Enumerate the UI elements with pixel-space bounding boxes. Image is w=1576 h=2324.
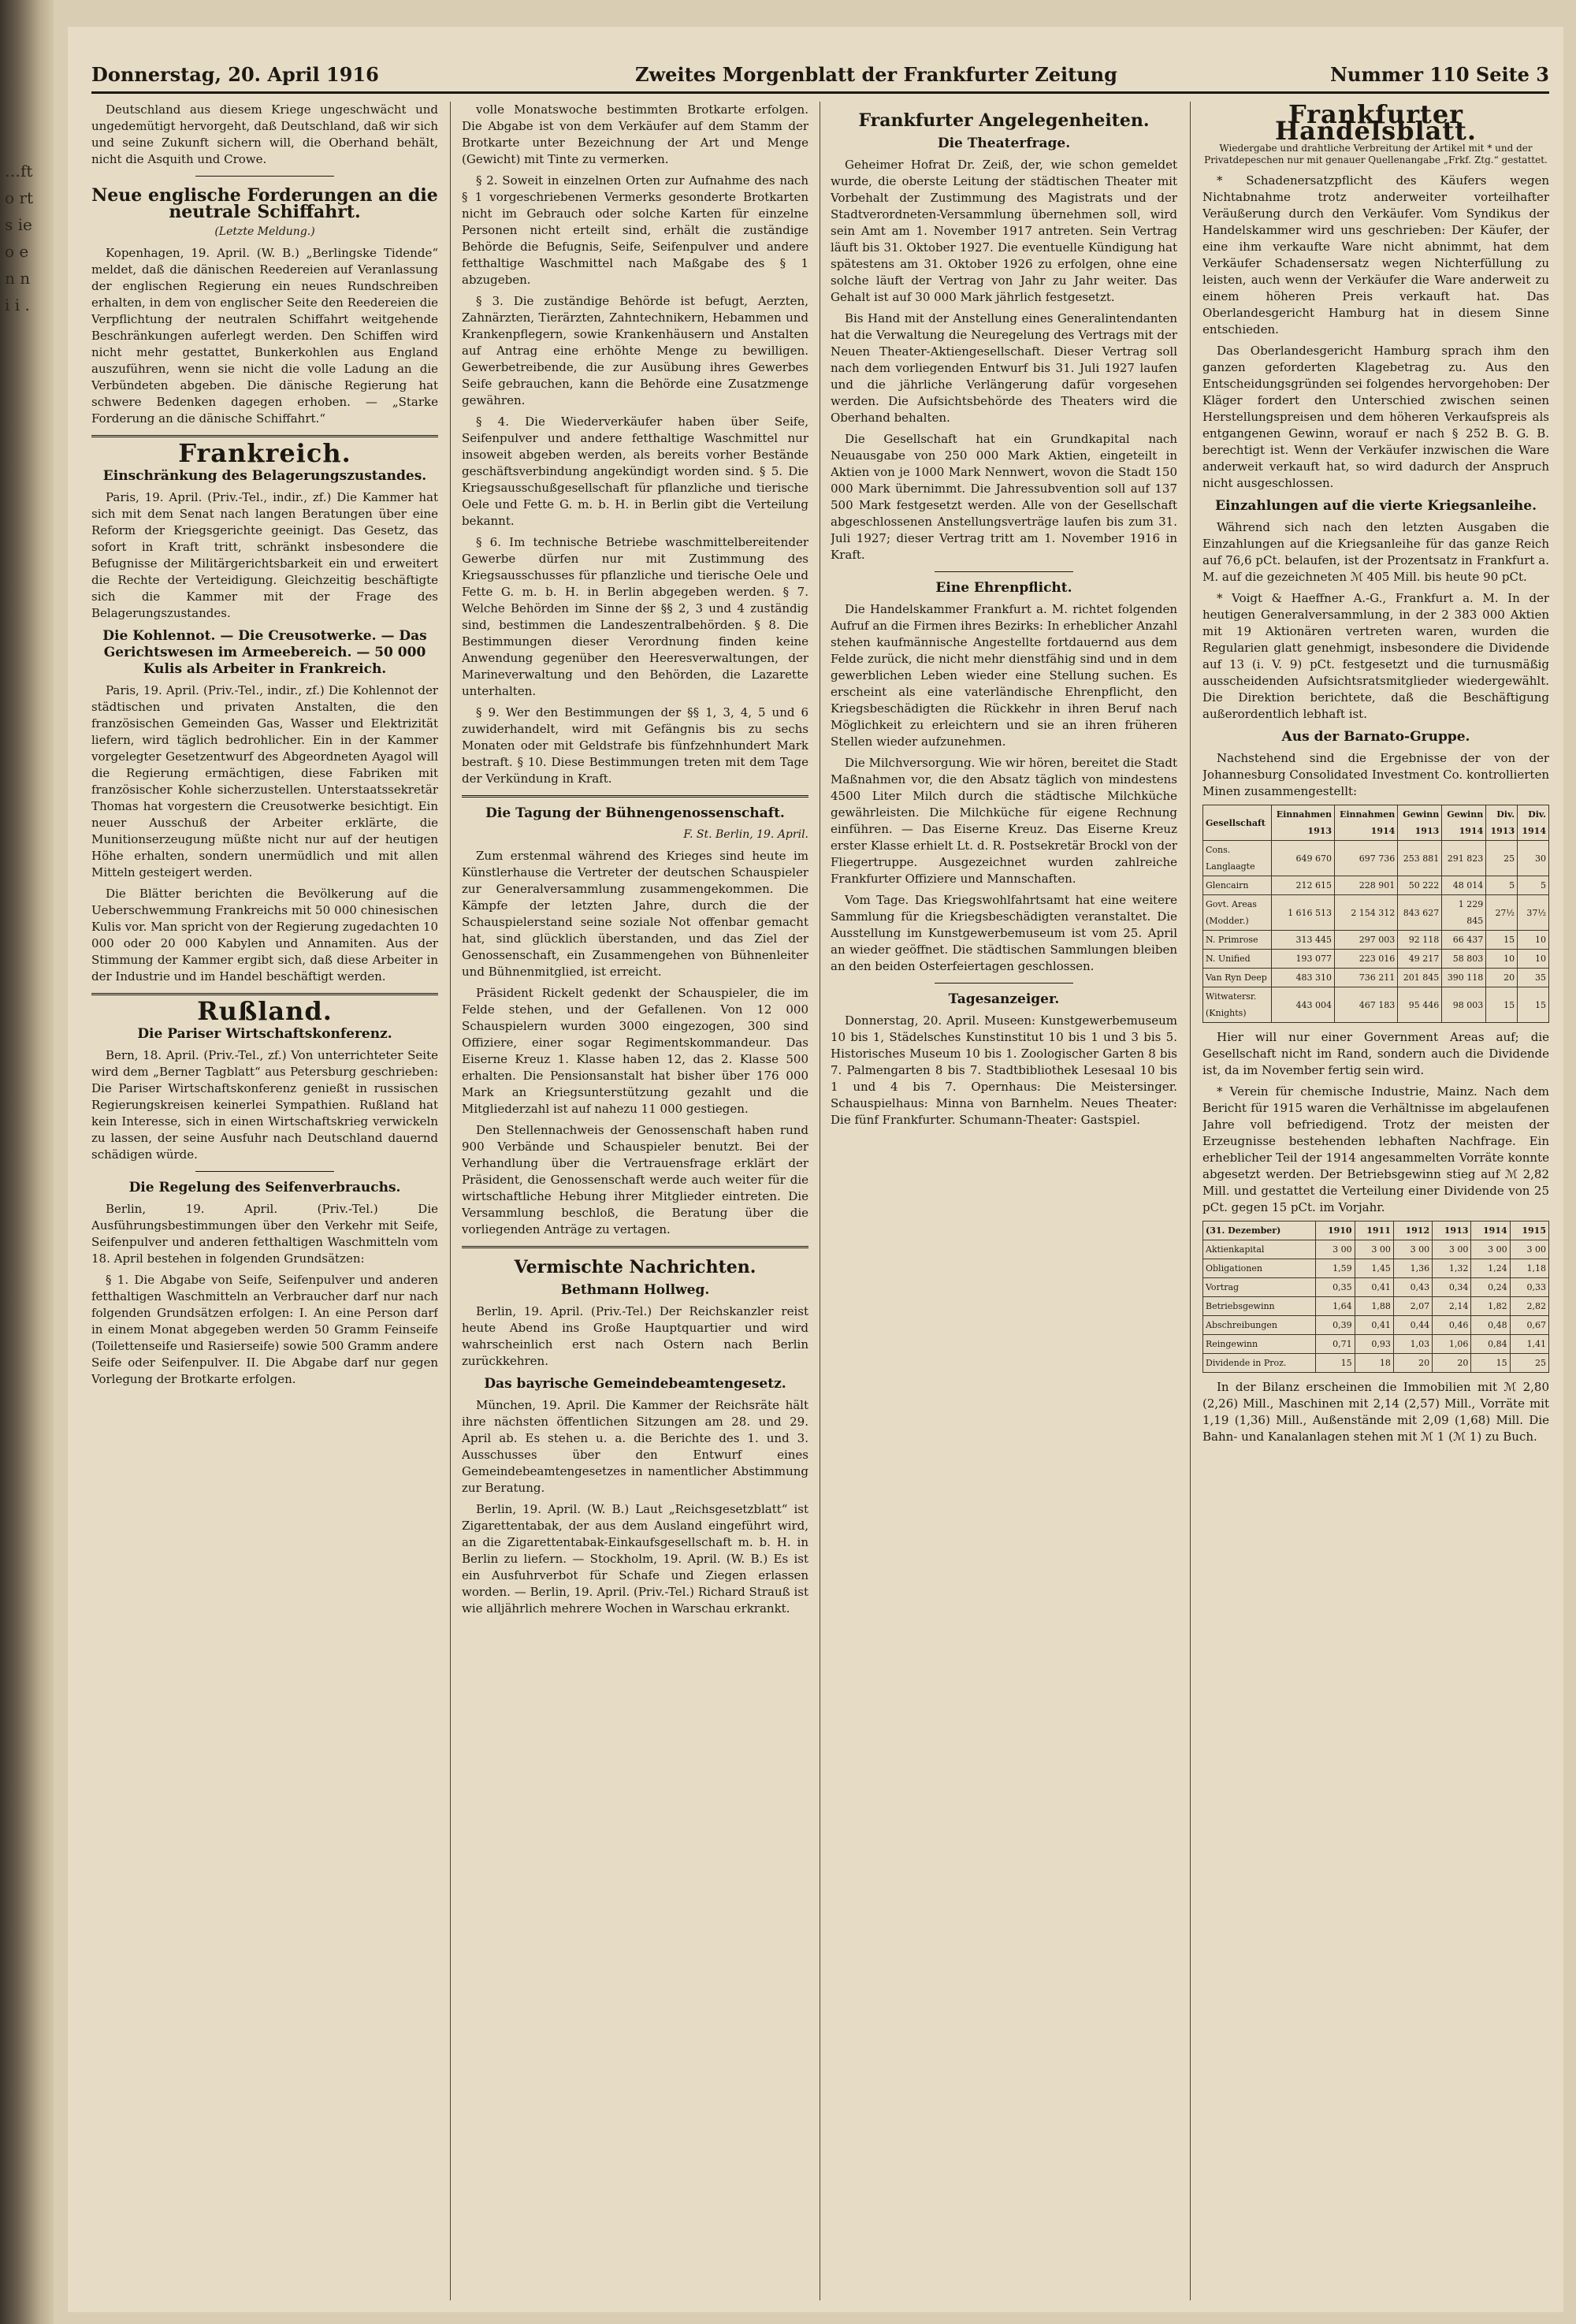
table-cell: 48 014: [1442, 876, 1486, 895]
table-cell: 193 077: [1271, 950, 1334, 969]
table-cell: 92 118: [1398, 931, 1442, 950]
article-text: Geheimer Hofrat Dr. Zeiß, der, wie schon gemeldet wurde, die oberste Leitung der städtischen Theater mit Vorbehalt der Zustimmung des Magistrats und der Stadtverordneten-Versammlung übernehmen soll, wird sein Amt am 1. November 1917 antreten. Sein Vertrag läuft bis 31. Oktober 1927. Die eventuelle Kündigung hat spätestens am 31. Oktober 1926 zu erfolgen, ohne eine solche läuft der Vertrag von Jahr zu Jahr weiter. Das Gehalt ist auf 30 000 Mark jährlich festgesetzt.: [831, 158, 1177, 304]
table-cell: N. Primrose: [1203, 931, 1272, 950]
table-cell: 2,14: [1433, 1297, 1471, 1316]
article-text: Zum erstenmal während des Krieges sind heute im Künstlerhause die Vertreter der deutschen Schauspieler zur Generalversammlung zusammengekommen. Die Kämpfe der letzten Jahre, durch die der Schauspielerstand seine soziale Not offenbar gemacht hat, sind glücklich überstanden, und das Ziel der Genossenschaft, ein Zusammengehen von Bühnenleiter und Bühnenmitglied, ist erreicht.: [462, 849, 808, 979]
table-cell: Dividende in Proz.: [1203, 1354, 1316, 1373]
table-cell: 1,88: [1355, 1297, 1393, 1316]
table-cell: 0,71: [1316, 1335, 1355, 1354]
table-cell: 1,82: [1471, 1297, 1510, 1316]
article-text: volle Monatswoche bestimmten Brotkarte erfolgen. Die Abgabe ist von dem Verkäufer auf dem Stamm der Brotkarte unter Bezeichnung der Art und Menge (Gewicht) mit Tinte zu vermerken.: [462, 102, 808, 166]
article-headline: Tagesanzeiger.: [948, 991, 1060, 1007]
table-header-cell: 1915: [1510, 1221, 1548, 1240]
table-cell: Abschreibungen: [1203, 1316, 1316, 1335]
article-headline: Einzahlungen auf die vierte Kriegsanleihe.: [1214, 498, 1537, 514]
column-rule: [1190, 102, 1191, 2300]
article-text: Hier will nur einer Government Areas auf; die Gesellschaft nicht im Rand, sondern auch die Dividende ist, da im November fertig sein wird.: [1202, 1030, 1549, 1077]
table-cell: 0,43: [1393, 1278, 1432, 1297]
table-row: [1203, 1240, 1549, 1259]
table-cell: 25: [1486, 841, 1518, 876]
table-header-cell: 1913: [1433, 1221, 1471, 1240]
article-text: § 3. Die zuständige Behörde ist befugt, Aerzten, Zahnärzten, Tierärzten, Zahntechnikern, Hebammen und Krankenpflegern, sowie Krankenhäusern und Anstalten auf Antrag eine erhöhte Menge zu bewilligen. Gewerbetreibende, die zur Ausübung ihres Gewerbes Seife gebrauchen, kann die Behörde eine Zusatzmenge gewähren.: [462, 294, 808, 407]
article-headline: Die Tagung der Bühnengenossenschaft.: [485, 805, 785, 821]
table-cell: 3 00: [1355, 1240, 1393, 1259]
article-text: § 1. Die Abgabe von Seife, Seifenpulver und anderen fetthaltigen Waschmitteln an Verbraucher darf nur nach folgenden Grundsätzen erfolgen: I. An eine Person darf in einem Monat abgegeben werden 50 Gramm Feinseife (Toilettenseife und Rasierseife) sowie 500 Gramm andere Seife oder Seifenpulver. II. Die Abgabe darf nur gegen Vorlegung der Brotkarte erfolgen.: [91, 1273, 438, 1386]
column-rule: [450, 102, 451, 2300]
table-cell: 483 310: [1271, 969, 1334, 987]
article-text: § 2. Soweit in einzelnen Orten zur Aufnahme des nach § 1 vorgeschriebenen Vermerks gesonderte Brotkarten nicht im Gebrauch oder solche Karten für einzelne Personen nicht erteilt sind, erhält die zuständige Behörde die Befugnis, Seife, Seifenpulver und andere fetthaltige Waschmittel nach Maßgabe des § 1 abzugeben.: [462, 173, 808, 287]
article-text: * Schadenersatzpflicht des Käufers wegen Nichtabnahme trotz anderweiter vorteilhafter Veräußerung durch den Verkäufer. Vom Syndikus der Handelskammer wird uns geschrieben: Der Käufer, der eine ihm verkaufte Ware nicht abnimmt, hat dem Verkäufer Schadensersatz wegen Nichterfüllung zu leisten, auch wenn der Verkäufer die Ware anderweit zu einem höheren Preis verkauft hat. Das Oberlandesgericht Hamburg hat in diesem Sinne entschieden.: [1202, 173, 1549, 337]
table-row: [1203, 1297, 1549, 1316]
table-header-cell: Gewinn 1914: [1442, 805, 1486, 841]
table-cell: 18: [1355, 1354, 1393, 1373]
table-cell: 5: [1518, 876, 1549, 895]
divider: [91, 993, 438, 995]
column-1: [91, 102, 438, 2300]
table-cell: 1 616 513: [1271, 895, 1334, 931]
table-cell: 1,03: [1393, 1335, 1432, 1354]
table-cell: 37½: [1518, 895, 1549, 931]
article-text: Bern, 18. April. (Priv.-Tel., zf.) Von unterrichteter Seite wird dem „Berner Tagblatt“ aus Petersburg geschrieben: Die Pariser Wirtschaftskonferenz genießt in russischen Regierungskreisen keinerlei Sympathien. Rußland hat kein Interesse, sich in einen Wirtschaftskrieg verwickeln zu lassen, der seine Ausfuhr nach Deutschland dauernd schädigen würde.: [91, 1048, 438, 1162]
table-row: [1203, 1278, 1549, 1297]
table-cell: 212 615: [1271, 876, 1334, 895]
table-cell: 843 627: [1398, 895, 1442, 931]
table-row: [1203, 1259, 1549, 1278]
divider: [935, 983, 1073, 984]
article-text: Präsident Rickelt gedenkt der Schauspieler, die im Felde stehen, und der Gefallenen. Von 12 000 Schauspielern wurden 3000 eingezogen, 300 sind Offiziere, einer sogar Regimentskommandeur. Das Eiserne Kreuz 1. Klasse haben 12, das 2. Klasse 500 erhalten. Die Pensionsanstalt hat bisher über 176 000 Mark an Kriegsunterstützung gezahlt und die Mitgliederzahl ist auf nahezu 11 000 gestiegen.: [462, 986, 808, 1116]
table-cell: 10: [1518, 950, 1549, 969]
article-text: München, 19. April. Die Kammer der Reichsräte hält ihre nächsten öffentlichen Sitzungen am 28. und 29. April ab. Es stehen u. a. die Berichte des 1. und 3. Ausschusses über den Entwurf eines Gemeindebeamtengesetzes in namentlicher Abstimmung zur Beratung.: [462, 1398, 808, 1495]
table-cell: 1,45: [1355, 1259, 1393, 1278]
table-cell: 0,39: [1316, 1316, 1355, 1335]
table-cell: 390 118: [1442, 969, 1486, 987]
table-cell: 228 901: [1335, 876, 1398, 895]
table-cell: 697 736: [1335, 841, 1398, 876]
table-cell: 1,24: [1471, 1259, 1510, 1278]
table-cell: Witwatersr. (Knights): [1203, 987, 1272, 1023]
article-headline: Neue englische Forderungen an die neutrale Schiffahrt.: [91, 185, 438, 222]
article-text: Berlin, 19. April. (Priv.-Tel.) Der Reichskanzler reist heute Abend ins Große Hauptquartier und wird wahrscheinlich erst nach Ostern nach Berlin zurückkehren.: [462, 1304, 808, 1368]
table-cell: 297 003: [1335, 931, 1398, 950]
table-cell: Betriebsgewinn: [1203, 1297, 1316, 1316]
table-cell: 15: [1486, 931, 1518, 950]
table-row: [1203, 931, 1549, 950]
table-cell: 0,35: [1316, 1278, 1355, 1297]
article-text: Paris, 19. April. (Priv.-Tel., indir., zf.) Die Kammer hat sich mit dem Senat nach langen Beratungen über eine Reform der Kriegsgerichte geeinigt. Das Gesetz, das sofort in Kraft tritt, schränkt insbesondere die Befugnisse der Militärgerichtsbarkeit ein und erweitert die Rechte der Verteidigung. Gleichzeitig beschäftigte sich die Kammer mit der Frage des Belagerungszustandes.: [91, 490, 438, 620]
table-cell: 49 217: [1398, 950, 1442, 969]
table-cell: 15: [1316, 1354, 1355, 1373]
table-cell: 467 183: [1335, 987, 1398, 1023]
table-cell: 201 845: [1398, 969, 1442, 987]
table-header-cell: Einnahmen 1914: [1335, 805, 1398, 841]
article-text: Die Milchversorgung. Wie wir hören, bereitet die Stadt Maßnahmen vor, die den Absatz täglich von mindestens 4500 Liter Milch durch die städtische Milchküche gewährleisten. Die Milchküche für eigene Rechnung einführen. — Das Eiserne Kreuz. Das Eiserne Kreuz erster Klasse erhielt Lt. d. R. Postsekretär Brockl von der Fliegertruppe. Ausgezeichnet wurden zahlreiche Frankfurter Offiziere und Mannschaften.: [831, 756, 1177, 886]
table-cell: 1,18: [1510, 1259, 1548, 1278]
column-4: [1202, 102, 1549, 2300]
table-header-cell: Einnahmen 1913: [1271, 805, 1334, 841]
table-cell: 25: [1510, 1354, 1548, 1373]
article-text: § 9. Wer den Bestimmungen der §§ 1, 3, 4, 5 und 6 zuwiderhandelt, wird mit Gefängnis bis zu sechs Monaten oder mit Geldstrafe bis fünfzehnhundert Mark bestraft. § 10. Diese Bestimmungen treten mit dem Tage der Verkündung in Kraft.: [462, 705, 808, 786]
table-cell: 2 154 312: [1335, 895, 1398, 931]
table-header-cell: Div. 1914: [1518, 805, 1549, 841]
divider: [462, 1246, 808, 1248]
table-cell: 0,33: [1510, 1278, 1548, 1297]
article-text: Bis Hand mit der Anstellung eines Generalintendanten hat die Verwaltung die Neuregelung des Vertrags mit der Neuen Theater-Aktiengesellschaft. Dieser Vertrag soll nach dem vorliegenden Entwurf bis 31. Juli 1927 laufen und die jährliche Verlängerung dafür vorgesehen werden. Die Aufsichtsbehörde des Theaters wird die Oberhand behalten.: [831, 311, 1177, 425]
binding-cut-text: …ft o rt s ie o e n n i i .: [5, 162, 33, 314]
table-cell: 649 670: [1271, 841, 1334, 876]
table-cell: 3 00: [1316, 1240, 1355, 1259]
table-cell: 3 00: [1471, 1240, 1510, 1259]
article-headline: Die Theaterfrage.: [937, 136, 1071, 151]
article-text: Paris, 19. April. (Priv.-Tel., indir., zf.) Die Kohlennot der städtischen und privaten Anstalten, die den französischen Gemeinden Gas, Wasser und Elektrizität liefern, wird täglich bedrohlicher. Ein in der Kammer vorgelegter Gesetzentwurf des Abgeordneten Ayagol will die Regierung ermächtigen, diese Fabriken mit französischer Kohle sicherzustellen. Unterstaatssekretär Thomas hat vorgestern die Creusotwerke besichtigt. Ein neuer Ausschuß der Arbeiter erklärte, die Munitionserzeugung müßte nicht nur auf der heutigen Höhe erhalten, sondern unermüdlich und mit allen Mitteln gesteigert werden.: [91, 683, 438, 879]
table-cell: 0,84: [1471, 1335, 1510, 1354]
divider: [462, 795, 808, 798]
table-cell: 15: [1518, 987, 1549, 1023]
page-header: [91, 60, 1549, 94]
table-cell: Aktienkapital: [1203, 1240, 1316, 1259]
table-cell: 95 446: [1398, 987, 1442, 1023]
table-cell: 0,34: [1433, 1278, 1471, 1297]
article-text: Die Blätter berichten die Bevölkerung auf die Ueberschwemmung Frankreichs mit 50 000 chinesischen Kulis vor. Man spricht von der Regierung zugedachten 10 000 oder 20 000 Kabylen und Annamiten. Aus der Stimmung der Kammer ergibt sich, daß diese Arbeiter in der Industrie und im Handel beschäftigt werden.: [91, 887, 438, 984]
table-header-cell: Div. 1913: [1486, 805, 1518, 841]
article-text: Den Stellennachweis der Genossenschaft haben rund 900 Verbände und Schauspieler benutzt. Bei der Verhandlung über die Vertrauensfrage erklärt der Präsident, die Genossenschaft werde auch weiter für die wirtschaftliche Hebung ihrer Mitglieder eintreten. Die Versammlung beschloß, die Beratung über die vorliegenden Anträge zu vertagen.: [462, 1123, 808, 1236]
table-cell: 5: [1486, 876, 1518, 895]
table-header-cell: 1914: [1471, 1221, 1510, 1240]
table-header-cell: (31. Dezember): [1203, 1221, 1316, 1240]
table-cell: 736 211: [1335, 969, 1398, 987]
article-text: § 6. Im technische Betriebe waschmittelbereitender Gewerbe dürfen nur mit Zustimmung des Kriegsausschusses für pflanzliche und tierische Oele und Fette G. m. b. H. in Berlin abgegeben werden. § 7. Welche Behörden im Sinne der §§ 2, 3 und 4 zuständig sind, bestimmen die Landeszentralbehörden. § 8. Die Bestimmungen dieser Verordnung finden keine Anwendung gegenüber den Heeresverwaltungen, der Marineverwaltung und den Behörden, die Lazarette unterhalten.: [462, 535, 808, 698]
article-text: Berlin, 19. April. (W. B.) Laut „Reichsgesetzblatt“ ist Zigarettentabak, der aus dem Ausland eingeführt wird, an die Zigarettentabak-Einkaufsgesellschaft m. b. H. in Berlin zu liefern. — Stockholm, 19. April. (W. B.) Es ist ein Ausfuhrverbot für Schafe und Ziegen erlassen worden. — Berlin, 19. April. (Priv.-Tel.) Richard Strauß ist wie alljährlich mehrere Wochen in Warschau erkrankt.: [462, 1502, 808, 1616]
table-header-cell: 1910: [1316, 1221, 1355, 1240]
table-row: [1203, 950, 1549, 969]
table-cell: 98 003: [1442, 987, 1486, 1023]
table-cell: 10: [1486, 950, 1518, 969]
table-cell: 20: [1433, 1354, 1471, 1373]
table-cell: 0,41: [1355, 1316, 1393, 1335]
table-cell: Vortrag: [1203, 1278, 1316, 1297]
table-cell: 0,46: [1433, 1316, 1471, 1335]
table-cell: 1,36: [1393, 1259, 1432, 1278]
table-cell: 27½: [1486, 895, 1518, 931]
article-headline: Bethmann Hollweg.: [560, 1282, 710, 1298]
table-row: [1203, 969, 1549, 987]
section-title: Vermischte Nachrichten.: [514, 1257, 756, 1277]
table-cell: 1,32: [1433, 1259, 1471, 1278]
table-cell: N. Unified: [1203, 950, 1272, 969]
section-title: Rußland.: [197, 996, 333, 1026]
table-row: [1203, 895, 1549, 931]
table-cell: 1,06: [1433, 1335, 1471, 1354]
table-cell: Cons. Langlaagte: [1203, 841, 1272, 876]
table-cell: 20: [1393, 1354, 1432, 1373]
table-cell: 291 823: [1442, 841, 1486, 876]
article-text: Die Gesellschaft hat ein Grundkapital nach Neuausgabe von 250 000 Mark Aktien, eingeteilt in Aktien von je 1000 Mark Nennwert, wovon die Stadt 150 000 Mark übernimmt. Die Jahressubvention soll auf 137 500 Mark festgesetzt werden. Alle von der Gesellschaft abgeschlossenen Anstellungsverträge laufen bis zum 31. Juli 1927; dieser Vertrag tritt am 1. November 1916 in Kraft.: [831, 432, 1177, 562]
table-header-cell: Gewinn 1913: [1398, 805, 1442, 841]
table-cell: 1 229 845: [1442, 895, 1486, 931]
table-row: [1203, 1316, 1549, 1335]
divider: [91, 435, 438, 437]
table-row: [1203, 1335, 1549, 1354]
table-cell: 15: [1486, 987, 1518, 1023]
table-cell: Obligationen: [1203, 1259, 1316, 1278]
table-cell: 0,44: [1393, 1316, 1432, 1335]
article-text: Das Oberlandesgericht Hamburg sprach ihm den ganzen geforderten Klagebetrag zu. Aus den Entscheidungsgründen sei folgendes hervorgehoben: Der Kläger fordert den Unterschied zwischen seinen Herstellungspreisen und dem höheren Verkaufspreis als entgangenen Gewinn, worauf er nach § 252 B. G. B. berechtigt ist. Wenn der Verkäufer inzwischen die Ware anderweit verkauft hat, so wird dadurch der Anspruch nicht ausgeschlossen.: [1202, 344, 1549, 490]
table-cell: Van Ryn Deep: [1203, 969, 1272, 987]
table-row: [1203, 987, 1549, 1023]
table-header-cell: 1912: [1393, 1221, 1432, 1240]
divider: [195, 176, 334, 177]
copyright-note: Wiedergabe und drahtliche Verbreitung der Artikel mit * und der Privatdepeschen nur mit genauer Quellenangabe „Frkf. Ztg.“ gestattet.: [1204, 143, 1548, 165]
table-cell: 1,41: [1510, 1335, 1548, 1354]
article-text: Berlin, 19. April. (Priv.-Tel.) Die Ausführungsbestimmungen über den Verkehr mit Seife, Seifenpulver und anderen fetthaltigen Waschmitteln vom 18. April bestehen in folgenden Grundsätzen:: [91, 1202, 438, 1266]
article-text: In der Bilanz erscheinen die Immobilien mit ℳ 2,80 (2,26) Mill., Maschinen mit 2,14 (2,57) Mill., Vorräte mit 1,19 (1,36) Mill., Außenstände mit 2,09 (1,68) Mill. Die Bahn- und Kanalanlagen stehen mit ℳ 1 (ℳ 1) zu Buch.: [1202, 1380, 1549, 1444]
table-cell: 0,41: [1355, 1278, 1393, 1297]
table-cell: 35: [1518, 969, 1549, 987]
table-cell: 58 803: [1442, 950, 1486, 969]
table-row: [1203, 876, 1549, 895]
table-cell: 0,48: [1471, 1316, 1510, 1335]
table-row: [1203, 841, 1549, 876]
table-cell: 50 222: [1398, 876, 1442, 895]
table-cell: 253 881: [1398, 841, 1442, 876]
article-headline: Eine Ehrenpflicht.: [935, 580, 1072, 596]
article-headline: Einschränkung des Belagerungszustandes.: [102, 468, 427, 484]
table-cell: 10: [1518, 931, 1549, 950]
article-headline: Das bayrische Gemeindebeamtengesetz.: [484, 1376, 786, 1392]
article-subline: (Letzte Meldung.): [214, 225, 315, 238]
book-binding: [0, 0, 54, 2324]
table-cell: Govt. Areas (Modder.): [1203, 895, 1272, 931]
table-header-cell: 1911: [1355, 1221, 1393, 1240]
article-text: Während sich nach den letzten Ausgaben die Einzahlungen auf die Kriegsanleihe für das ganze Reich auf 76,6 pCt. belaufen, ist der Prozentsatz in Frankfurt a. M. auf die gezeichneten ℳ 405 Mill. bis heute 90 pCt.: [1202, 520, 1549, 584]
article-text: Deutschland aus diesem Kriege ungeschwächt und ungedemütigt hervorgeht, daß Deutschland, daß wir sich und seine Zukunft sichern will, die Oberhand behält, nicht die Asquith und Crowe.: [91, 102, 438, 166]
section-title: Frankfurter Handelsblatt.: [1274, 102, 1478, 146]
article-text: Die Handelskammer Frankfurt a. M. richtet folgenden Aufruf an die Firmen ihres Bezirks: In erheblicher Anzahl stehen kaufmännische Angestellte fortdauernd aus dem Felde zurück, die nicht mehr dienstfähig sind und in dem gewerblichen Leben wieder eine Stellung suchen. Es erscheint als eine vaterländische Ehrenpflicht, den Kriegsbeschädigten die Rückkehr in ihren Beruf nach Möglichkeit zu erleichtern und sie an ihren früheren Stellen wieder aufzunehmen.: [831, 602, 1177, 749]
section-title: Frankfurter Angelegenheiten.: [858, 110, 1150, 131]
article-headline: Die Regelung des Seifenverbrauchs.: [128, 1180, 401, 1195]
column-3: [831, 102, 1177, 2300]
table-cell: 15: [1471, 1354, 1510, 1373]
table-cell: 30: [1518, 841, 1549, 876]
header-edition: Zweites Morgenblatt der Frankfurter Zeitung: [635, 63, 1117, 86]
table-cell: Reingewinn: [1203, 1335, 1316, 1354]
table-cell: Glencairn: [1203, 876, 1272, 895]
table-cell: 2,82: [1510, 1297, 1548, 1316]
table-cell: 3 00: [1393, 1240, 1432, 1259]
table-cell: 0,93: [1355, 1335, 1393, 1354]
table-cell: 3 00: [1433, 1240, 1471, 1259]
table-cell: 3 00: [1510, 1240, 1548, 1259]
barnato-results-table: [1202, 805, 1549, 1023]
table-row: [1203, 1354, 1549, 1373]
column-2: [462, 102, 808, 2300]
table-cell: 20: [1486, 969, 1518, 987]
table-cell: 223 016: [1335, 950, 1398, 969]
article-text: * Voigt & Haeffner A.-G., Frankfurt a. M. In der heutigen Generalversammlung, in der 2 383 000 Aktien mit 19 Aktionären vertreten waren, wurden die Regularien glatt genehmigt, insbesondere die Dividende auf 13 (i. V. 9) pCt. festgesetzt und die turnusmäßig ausscheidenden Aufsichtsratsmitglieder wiedergewählt. Die Direktion berichtete, daß die Beschäftigung außerordentlich lebhaft ist.: [1202, 591, 1549, 721]
divider: [195, 1171, 334, 1172]
article-headline: Die Pariser Wirtschaftskonferenz.: [137, 1026, 392, 1042]
section-title: Frankreich.: [178, 438, 351, 468]
article-text: Kopenhagen, 19. April. (W. B.) „Berlingske Tidende“ meldet, daß die dänischen Reedereien auf Veranlassung der englischen Regierung ein neues Rundschreiben erhalten, in dem von englischer Seite den Reedereien die Verpflichtung der neutralen Schiffahrt weitgehende Beschränkungen auferlegt werden. Den Schiffen wird nicht mehr gestattet, Bunkerkohlen aus England auszuführen, wenn sie nicht die volle Ladung an die Verbündeten abgeben. Die dänische Regierung hat schwere Bedenken dagegen erhoben. — „Starke Forderung an die dänische Schiffahrt.“: [91, 246, 438, 426]
table-cell: 313 445: [1271, 931, 1334, 950]
divider: [935, 571, 1073, 572]
table-cell: 0,24: [1471, 1278, 1510, 1297]
table-cell: 443 004: [1271, 987, 1334, 1023]
header-date: Donnerstag, 20. April 1916: [91, 63, 379, 86]
table-cell: 2,07: [1393, 1297, 1432, 1316]
article-text: Vom Tage. Das Kriegswohlfahrtsamt hat eine weitere Sammlung für die Kriegsbeschädigten veranstaltet. Die Ausstellung im Kunstgewerbemuseum ist vom 25. April an wieder geöffnet. Die städtischen Sammlungen bleiben an den beiden Osterfeiertagen geschlossen.: [831, 893, 1177, 973]
header-page-number: Nummer 110 Seite 3: [1329, 63, 1549, 86]
table-cell: 66 437: [1442, 931, 1486, 950]
article-dateline: F. St. Berlin, 19. April.: [683, 828, 808, 841]
chemical-industry-table: [1202, 1221, 1549, 1373]
table-cell: 1,64: [1316, 1297, 1355, 1316]
table-header-cell: Gesellschaft: [1203, 805, 1272, 841]
article-headline: Aus der Barnato-Gruppe.: [1281, 729, 1470, 745]
article-headline: Die Kohlennot. — Die Creusotwerke. — Das Gerichtswesen im Armeebereich. — 50 000 Kulis als Arbeiter in Frankreich.: [102, 628, 427, 677]
table-cell: 0,67: [1510, 1316, 1548, 1335]
article-text: * Verein für chemische Industrie, Mainz. Nach dem Bericht für 1915 waren die Verhältnisse im abgelaufenen Jahre voll befriedigend. Trotz der meisten der Erzeugnisse bestehenden lebhaften Nachfrage. Ein erheblicher Teil der 1914 angesammelten Vorräte konnte abgesetzt werden. Der Betriebsgewinn stieg auf ℳ 2,82 Mill. und gestattet die Verteilung einer Dividende von 25 pCt. gegen 15 pCt. im Vorjahr.: [1202, 1084, 1549, 1214]
table-cell: 1,59: [1316, 1259, 1355, 1278]
article-text: § 4. Die Wiederverkäufer haben über Seife, Seifenpulver und andere fetthaltige Waschmittel nur insoweit abgeben werden, als bereits vorher Bestände geschäftsverbindung angekündigt worden sind. § 5. Die Kriegsausschußgesellschaft für pflanzliche und tierische Oele und Fette G. m. b. H. in Berlin gibt die Verteilung bekannt.: [462, 415, 808, 528]
article-text: Nachstehend sind die Ergebnisse der von der Johannesburg Consolidated Investment Co. kontrollierten Minen zusammengestellt:: [1202, 751, 1549, 798]
newspaper-page: [68, 27, 1563, 2312]
article-text: Donnerstag, 20. April. Museen: Kunstgewerbemuseum 10 bis 1, Städelsches Kunstinstitut 10 bis 1 und 3 bis 5. Historisches Museum 10 bis 1. Zoologischer Garten 8 bis 7. Palmengarten 8 bis 7. Stadtbibliothek Lesesaal 10 bis 1 und 4 bis 7. Opernhaus: Die Meistersinger. Schauspielhaus: Minna von Barnhelm. Neues Theater: Die fünf Frankfurter. Schumann-Theater: Gastspiel.: [831, 1013, 1177, 1127]
